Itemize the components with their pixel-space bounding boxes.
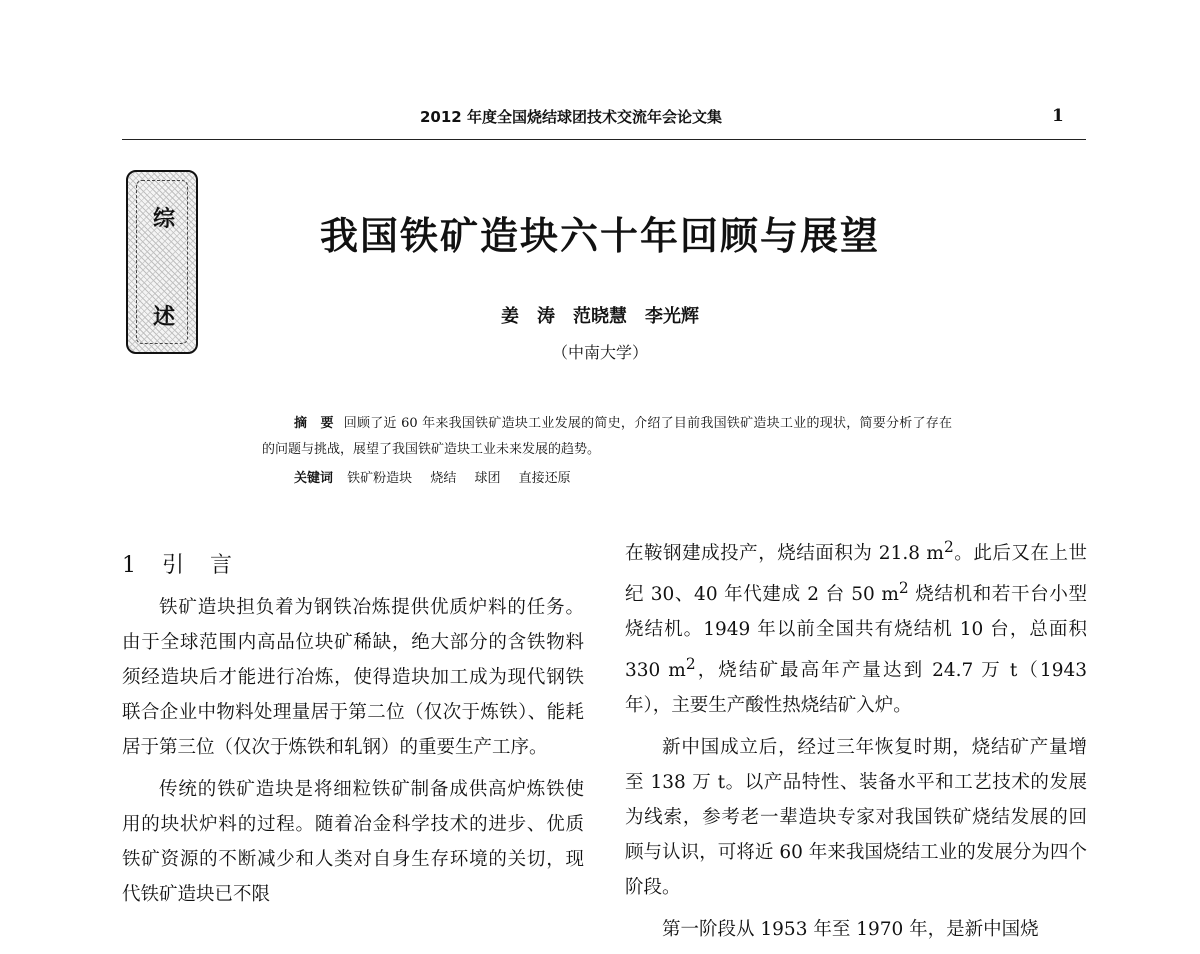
section-heading-introduction: 1 引 言: [122, 553, 234, 578]
keyword-item: 铁矿粉造块: [347, 471, 413, 486]
text-run: 烧结机和若干台小型烧结机。1949 年以前全国共有烧结机 10 台，总面积 330 m: [625, 584, 1088, 682]
paper-title: 我国铁矿造块六十年回顾与展望: [319, 214, 880, 258]
text-run: 。此后又在上世纪 30、40 年代建成 2 台 50 m: [625, 543, 1087, 606]
keyword-item: 球团: [474, 471, 501, 486]
paragraph: 第一阶段从 1953 年至 1970 年，是新中国烧: [662, 919, 1039, 941]
superscript: 2: [685, 655, 696, 674]
paragraph: [625, 530, 1087, 723]
keyword-item: 烧结: [430, 471, 457, 486]
paragraph: 铁矿造块担负着为钢铁冶炼提供优质炉料的任务。由于全球范围内高品位块矿稀缺，绝大部分的含铁物料须经造块后才能进行冶炼，使得造块加工成为现代钢铁联合企业中物料处理量居于第二位（仅次于炼铁）、能耗居于第三位（仅次于炼铁和轧钢）的重要生产工序。: [122, 597, 584, 758]
keywords-label: 关键词: [294, 471, 334, 486]
superscript: 2: [898, 579, 909, 598]
abstract-label: 摘 要: [294, 416, 334, 431]
badge-char-top: 综: [152, 207, 175, 232]
abstract-text: 回顾了近 60 年来我国铁矿造块工业发展的简史，介绍了目前我国铁矿造块工业的现状，简要分析了存在的问题与挑战，展望了我国铁矿造块工业未来发展的趋势。: [262, 416, 952, 457]
text-run: ，烧结矿最高年产量达到 24.7 万 t（1943 年），主要生产酸性热烧结矿入炉。: [625, 660, 1088, 717]
header-rule: [122, 139, 1086, 140]
badge-char-bottom: 述: [152, 305, 175, 330]
right-column: [625, 530, 1087, 954]
paragraph: 传统的铁矿造块是将细粒铁矿制备成供高炉炼铁使用的块状炉料的过程。随着冶金科学技术的进步、优质铁矿资源的不断减少和人类对自身生存环境的关切，现代铁矿造块已不限: [122, 779, 584, 905]
affiliation: （中南大学）: [551, 343, 648, 362]
page-number: 1: [1052, 106, 1064, 126]
keywords: [294, 466, 954, 492]
text-run: 在鞍钢建成投产，烧结面积为 21.8 m: [625, 543, 944, 565]
journal-title: 2012 年度全国烧结球团技术交流年会论文集: [420, 108, 722, 126]
superscript: 2: [943, 538, 954, 556]
paragraph: 新中国成立后，经过三年恢复时期，烧结矿产量增至 138 万 t。以产品特性、装备水平和工艺技术的发展为线索，参考老一辈造块专家对我国铁矿烧结发展的回顾与认识，可将近 60 年来我国烧结工业的发展分为四个阶段。: [625, 737, 1087, 899]
keyword-item: 直接还原: [518, 471, 571, 486]
left-column: [122, 590, 584, 919]
abstract: [262, 411, 952, 463]
authors: 姜 涛 范晓慧 李光辉: [501, 306, 699, 327]
